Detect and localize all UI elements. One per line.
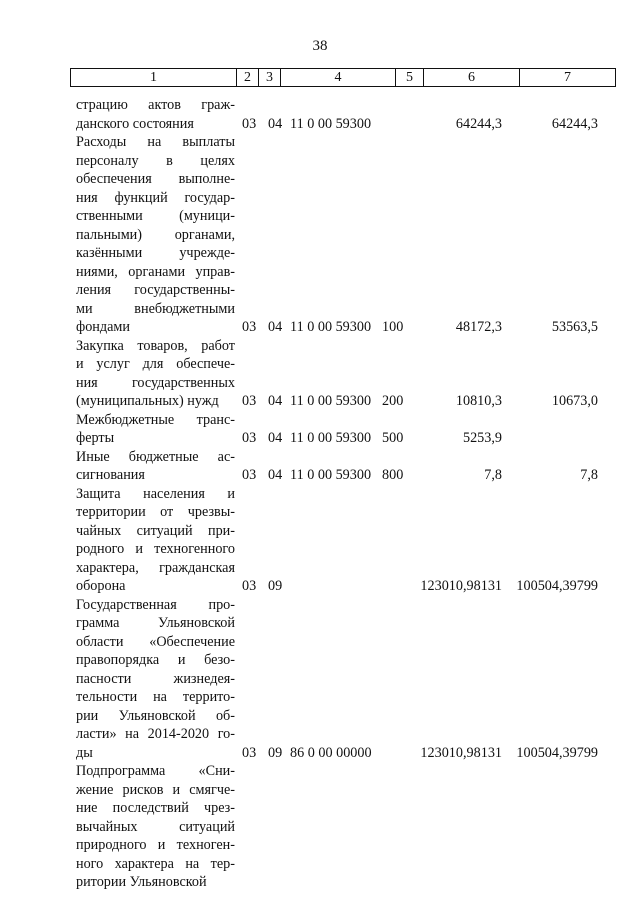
header-col-4: 4: [281, 69, 396, 87]
description-line: жение рисков и смягче-: [76, 781, 235, 798]
header-col-5: 5: [396, 69, 424, 87]
amount-year-1: 10810,3: [455, 393, 502, 409]
amount-year-1: 64244,3: [455, 115, 502, 132]
description-line: ного характера на тер-: [76, 855, 235, 872]
target-article-code: 11 0 00 59300: [290, 115, 372, 132]
description-line: данского состояния: [76, 115, 194, 132]
row-description: [76, 133, 235, 337]
expense-type-code: 100: [382, 319, 404, 335]
header-col-3: 3: [259, 69, 281, 87]
description-line: Государственная про-: [76, 596, 235, 613]
target-article-code: 11 0 00 59300: [290, 393, 372, 409]
row-description: [76, 448, 235, 485]
row-description: [76, 596, 235, 763]
description-line: пальными) органами,: [76, 226, 235, 243]
amount-year-2: 7,8: [580, 467, 598, 483]
amount-year-1: 123010,98131: [420, 578, 502, 594]
row-description: [76, 337, 235, 411]
section-code: 03: [242, 467, 257, 483]
description-line: ственными (муници-: [76, 208, 235, 224]
target-article-code: 11 0 00 59300: [290, 319, 372, 335]
amount-year-2: 53563,5: [551, 319, 598, 335]
description-line: ниями, органами управ-: [76, 263, 235, 280]
description-line: пасности жизнедея-: [76, 670, 235, 687]
section-code: 03: [242, 319, 257, 335]
description-line: вычайных ситуаций: [76, 818, 235, 835]
header-col-1: 1: [71, 69, 237, 87]
row-description: [76, 96, 235, 133]
description-line: ритории Ульяновской: [76, 874, 207, 890]
target-article-code: 11 0 00 59300: [290, 467, 372, 483]
description-line: ми внебюджетными: [76, 300, 235, 317]
row-description: [76, 485, 235, 596]
expense-type-code: 500: [382, 430, 404, 446]
description-line: Закупка товаров, работ: [76, 337, 235, 354]
description-line: ласти» на 2014-2020 го-: [76, 726, 235, 742]
amount-year-2: 100504,39799: [516, 744, 598, 761]
expense-type-code: 800: [382, 467, 404, 483]
description-line: обеспечения выполне-: [76, 171, 235, 187]
description-line: ления государственны-: [76, 282, 235, 298]
amount-year-2: 64244,3: [551, 115, 598, 132]
description-line: чайных ситуаций при-: [76, 522, 235, 539]
section-code: 03: [242, 430, 257, 446]
page-number: 38: [312, 38, 328, 54]
description-line: персоналу в целях: [76, 152, 235, 169]
description-line: ние последствий чрез-: [76, 800, 235, 816]
subsection-code: 09: [268, 578, 283, 594]
description-line: родного и техногенного: [76, 541, 235, 557]
description-line: характера, гражданская: [76, 559, 235, 576]
header-col-7: 7: [520, 69, 616, 87]
description-line: территории от чрезвы-: [76, 504, 235, 520]
amount-year-2: 10673,0: [551, 393, 598, 409]
description-line: ния функций государ-: [76, 189, 235, 206]
description-line: Подпрограмма «Сни-: [76, 763, 235, 779]
description-line: Иные бюджетные ас-: [76, 448, 235, 465]
description-line: природного и техноген-: [76, 837, 235, 853]
description-line: оборона: [76, 578, 126, 594]
amount-year-1: 48172,3: [455, 319, 502, 335]
row-description: [76, 762, 235, 892]
description-line: рии Ульяновской об-: [76, 707, 235, 724]
subsection-code: 04: [268, 319, 283, 335]
section-code: 03: [242, 578, 257, 594]
subsection-code: 04: [268, 115, 283, 132]
subsection-code: 04: [268, 467, 283, 483]
section-code: 03: [242, 393, 257, 409]
description-line: ния государственных: [76, 374, 235, 391]
description-line: ферты: [76, 430, 115, 446]
description-line: фондами: [76, 319, 130, 335]
description-line: области «Обеспечение: [76, 633, 235, 650]
amount-year-1: 5253,9: [462, 430, 502, 446]
description-line: правопорядка и безо-: [76, 652, 235, 668]
amount-year-1: 123010,98131: [420, 744, 502, 761]
description-line: Расходы на выплаты: [76, 134, 235, 150]
description-line: Межбюджетные транс-: [76, 411, 235, 428]
description-line: сигнования: [76, 467, 145, 483]
subsection-code: 09: [268, 744, 283, 761]
description-line: ды: [76, 744, 93, 761]
expense-type-code: 200: [382, 393, 404, 409]
section-code: 03: [242, 115, 257, 132]
header-col-2: 2: [237, 69, 259, 87]
description-line: и услуг для обеспече-: [76, 356, 235, 372]
description-line: Защита населения и: [76, 485, 235, 502]
row-description: [76, 411, 235, 448]
amount-year-2: 100504,39799: [516, 578, 598, 594]
description-line: грамма Ульяновской: [76, 615, 235, 631]
description-line: тельности на террито-: [76, 689, 235, 705]
subsection-code: 04: [268, 393, 283, 409]
amount-year-1: 7,8: [484, 467, 502, 483]
description-line: казёнными учрежде-: [76, 245, 235, 261]
description-line: (муниципальных) нужд: [76, 393, 219, 409]
section-code: 03: [242, 744, 257, 761]
target-article-code: 86 0 00 00000: [290, 744, 372, 761]
header-col-6: 6: [424, 69, 520, 87]
description-line: страцию актов граж-: [76, 97, 235, 113]
subsection-code: 04: [268, 430, 283, 446]
target-article-code: 11 0 00 59300: [290, 430, 372, 446]
